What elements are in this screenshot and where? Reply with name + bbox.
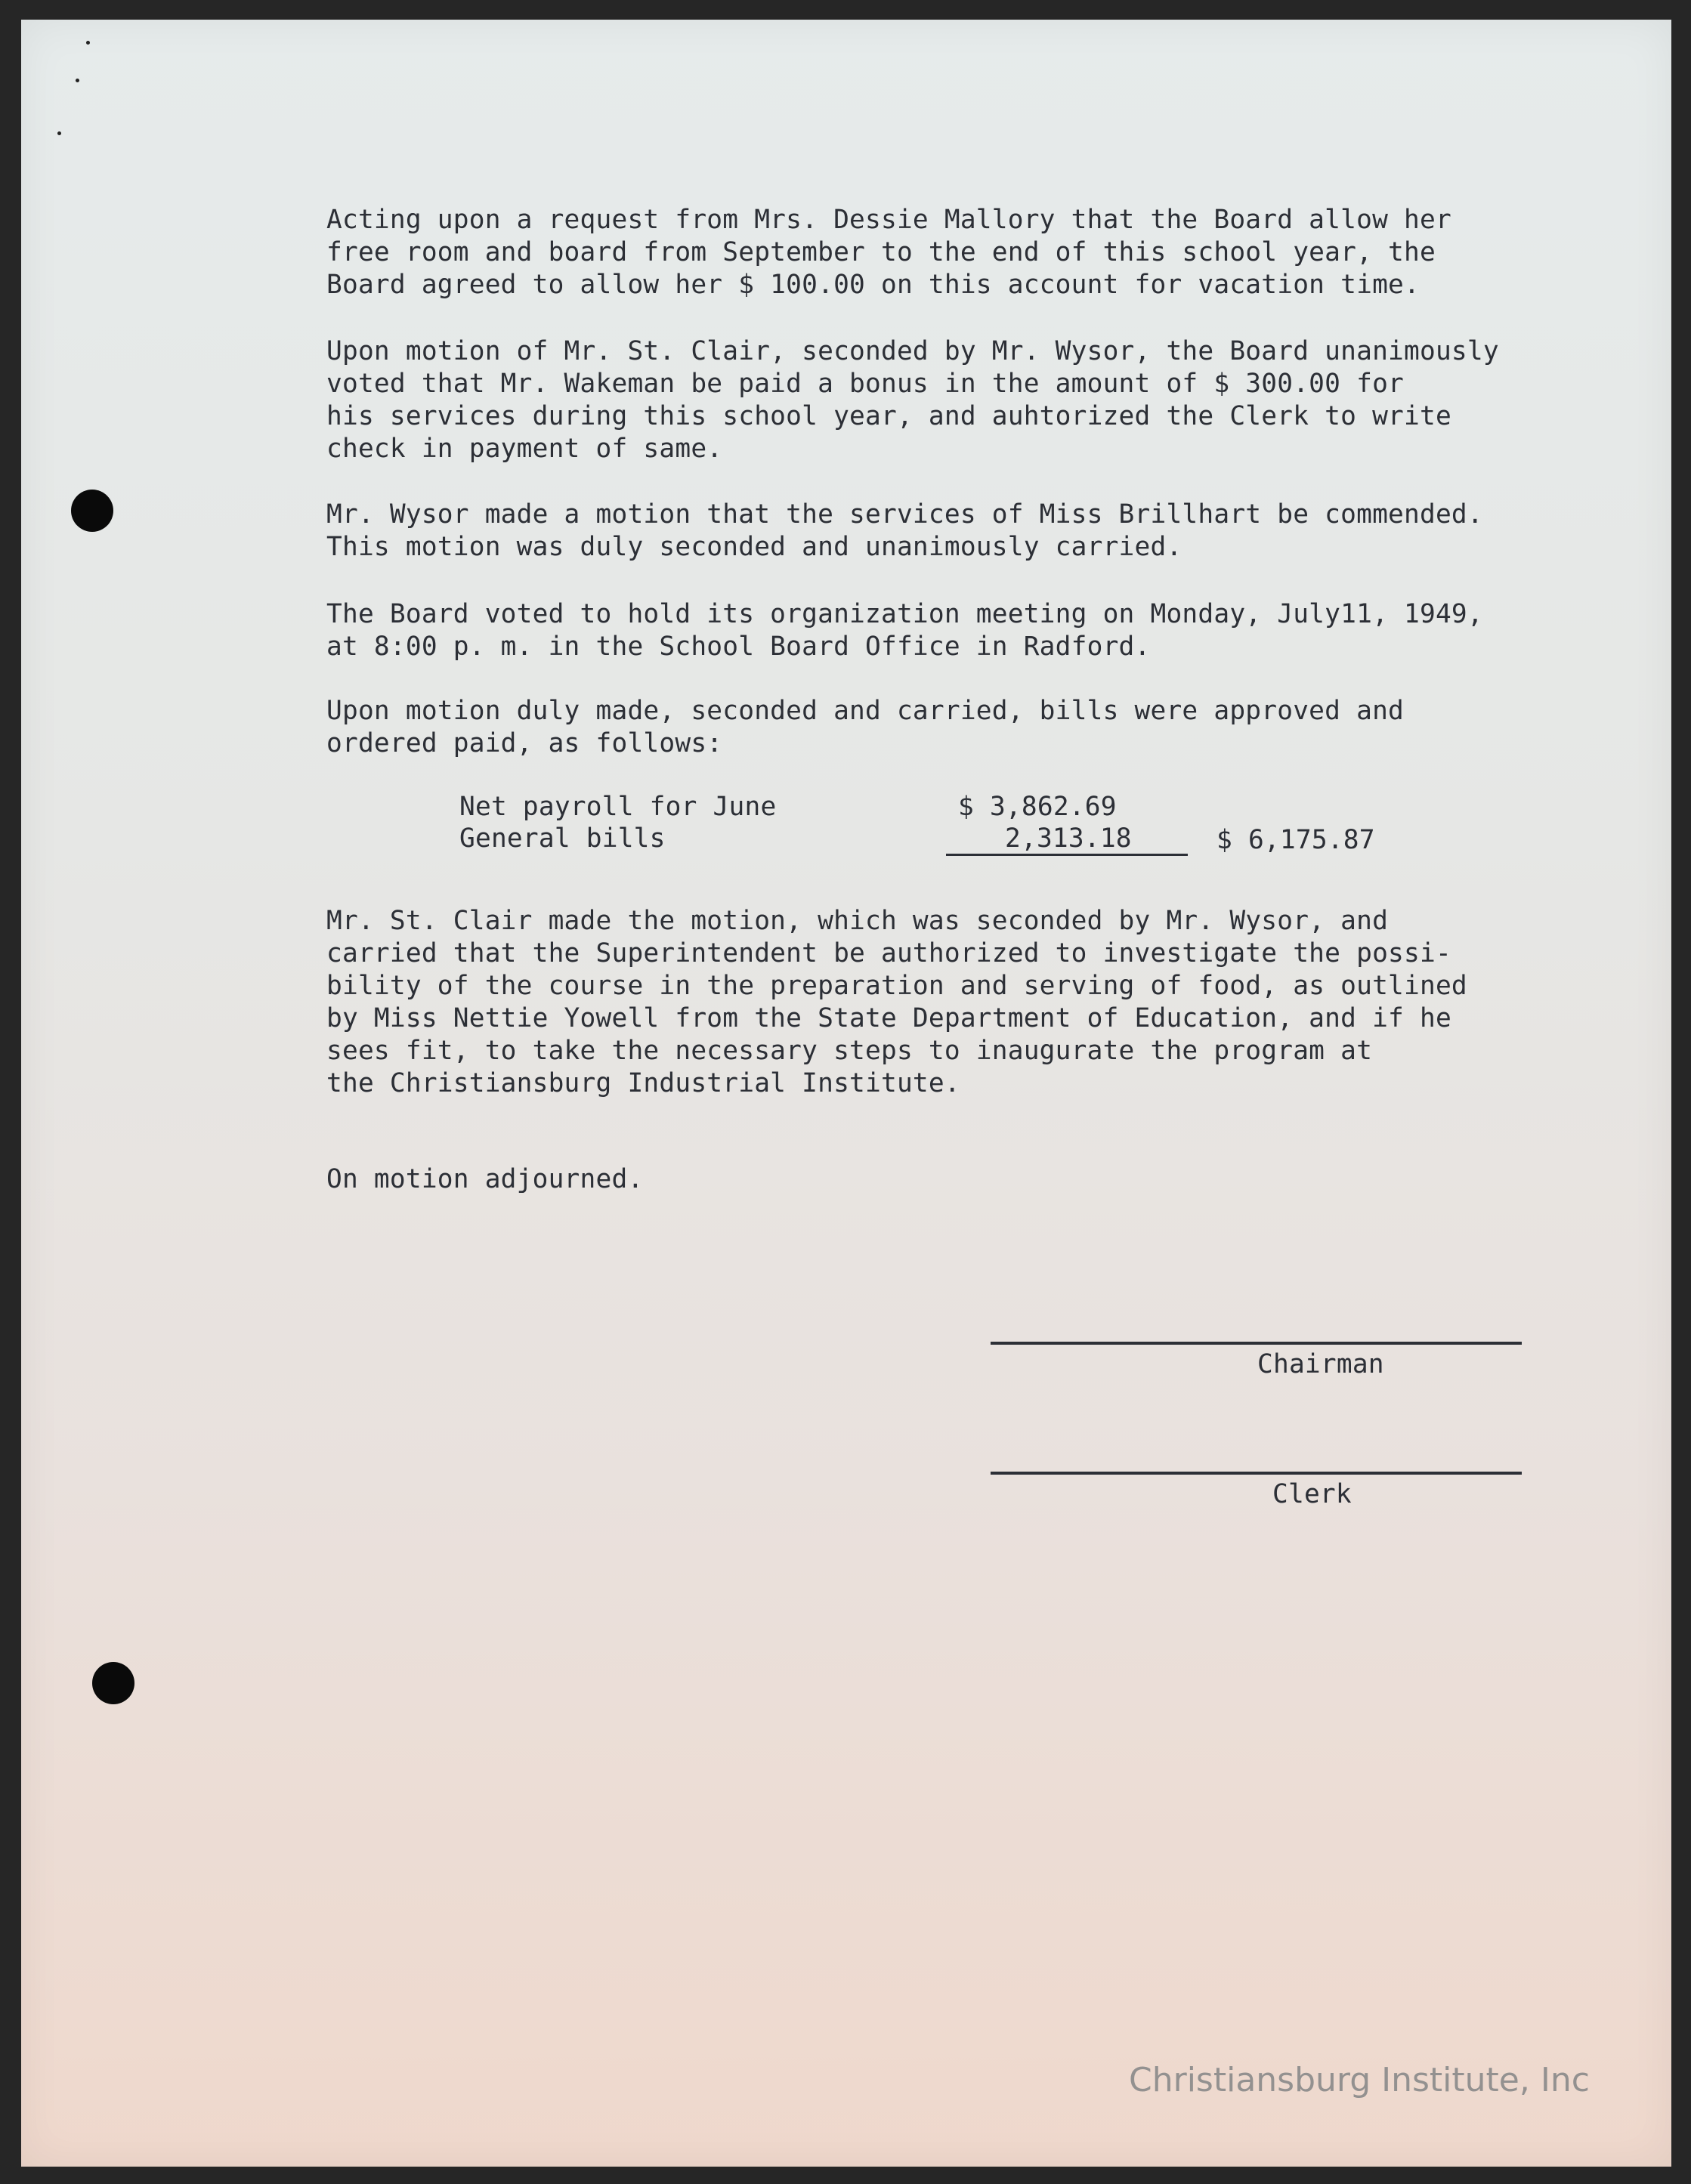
punch-hole-bottom (92, 1662, 134, 1704)
paper-speck (76, 79, 79, 82)
punch-hole-top (71, 490, 113, 532)
bill-label-payroll: Net payroll for June (459, 792, 777, 822)
paragraph-adjourned: On motion adjourned. (326, 1164, 644, 1194)
watermark: Christiansburg Institute, Inc (1129, 2061, 1590, 2099)
paragraph-organization-meeting: The Board voted to hold its organization meeting on Monday, July11, 1949, at 8:00 p. m. in the School Board Office in Radford. (326, 599, 1483, 662)
bills-underline (946, 854, 1188, 856)
paper-speck (86, 41, 90, 45)
paragraph-food-course-motion: Mr. St. Clair made the motion, which was seconded by Mr. Wysor, and carried that the Superintendent be authorized to investigate the possi- bility of the course in the preparation and serving of food, as outlined by Miss Nettie Yowell from the State Department of Education, and if he sees fit, to take the necessary steps to inaugurate the program at the Christiansburg Industrial Institute. (326, 906, 1467, 1098)
paragraph-mallory-request: Acting upon a request from Mrs. Dessie Mallory that the Board allow her free room and board from September to the end of this school year, the Board agreed to allow her $ 100.00 on this account for vacation time. (326, 205, 1451, 300)
bill-amount-payroll: $ 3,862.69 (958, 792, 1117, 822)
document-page (21, 20, 1671, 2167)
paper-speck (57, 131, 61, 135)
chairman-label: Chairman (1257, 1349, 1384, 1379)
bill-total: $ 6,175.87 (1216, 825, 1375, 855)
chairman-signature-line (991, 1342, 1522, 1345)
bill-amount-general: 2,313.18 (1005, 823, 1132, 854)
clerk-signature-line (991, 1472, 1522, 1475)
paragraph-wakeman-bonus: Upon motion of Mr. St. Clair, seconded by Mr. Wysor, the Board unanimously voted that Mr. Wakeman be paid a bonus in the amount of $ 300.00 for his services during this school year, and auhtorized the Clerk to write check in payment of same. (326, 336, 1499, 464)
clerk-label: Clerk (1272, 1479, 1352, 1509)
bill-label-general: General bills (459, 823, 666, 854)
paragraph-brillhart-commended: Mr. Wysor made a motion that the services of Miss Brillhart be commended. This motion was duly seconded and unanimously carried. (326, 499, 1483, 562)
paragraph-bills-approved: Upon motion duly made, seconded and carried, bills were approved and ordered paid, as follows: (326, 696, 1405, 758)
